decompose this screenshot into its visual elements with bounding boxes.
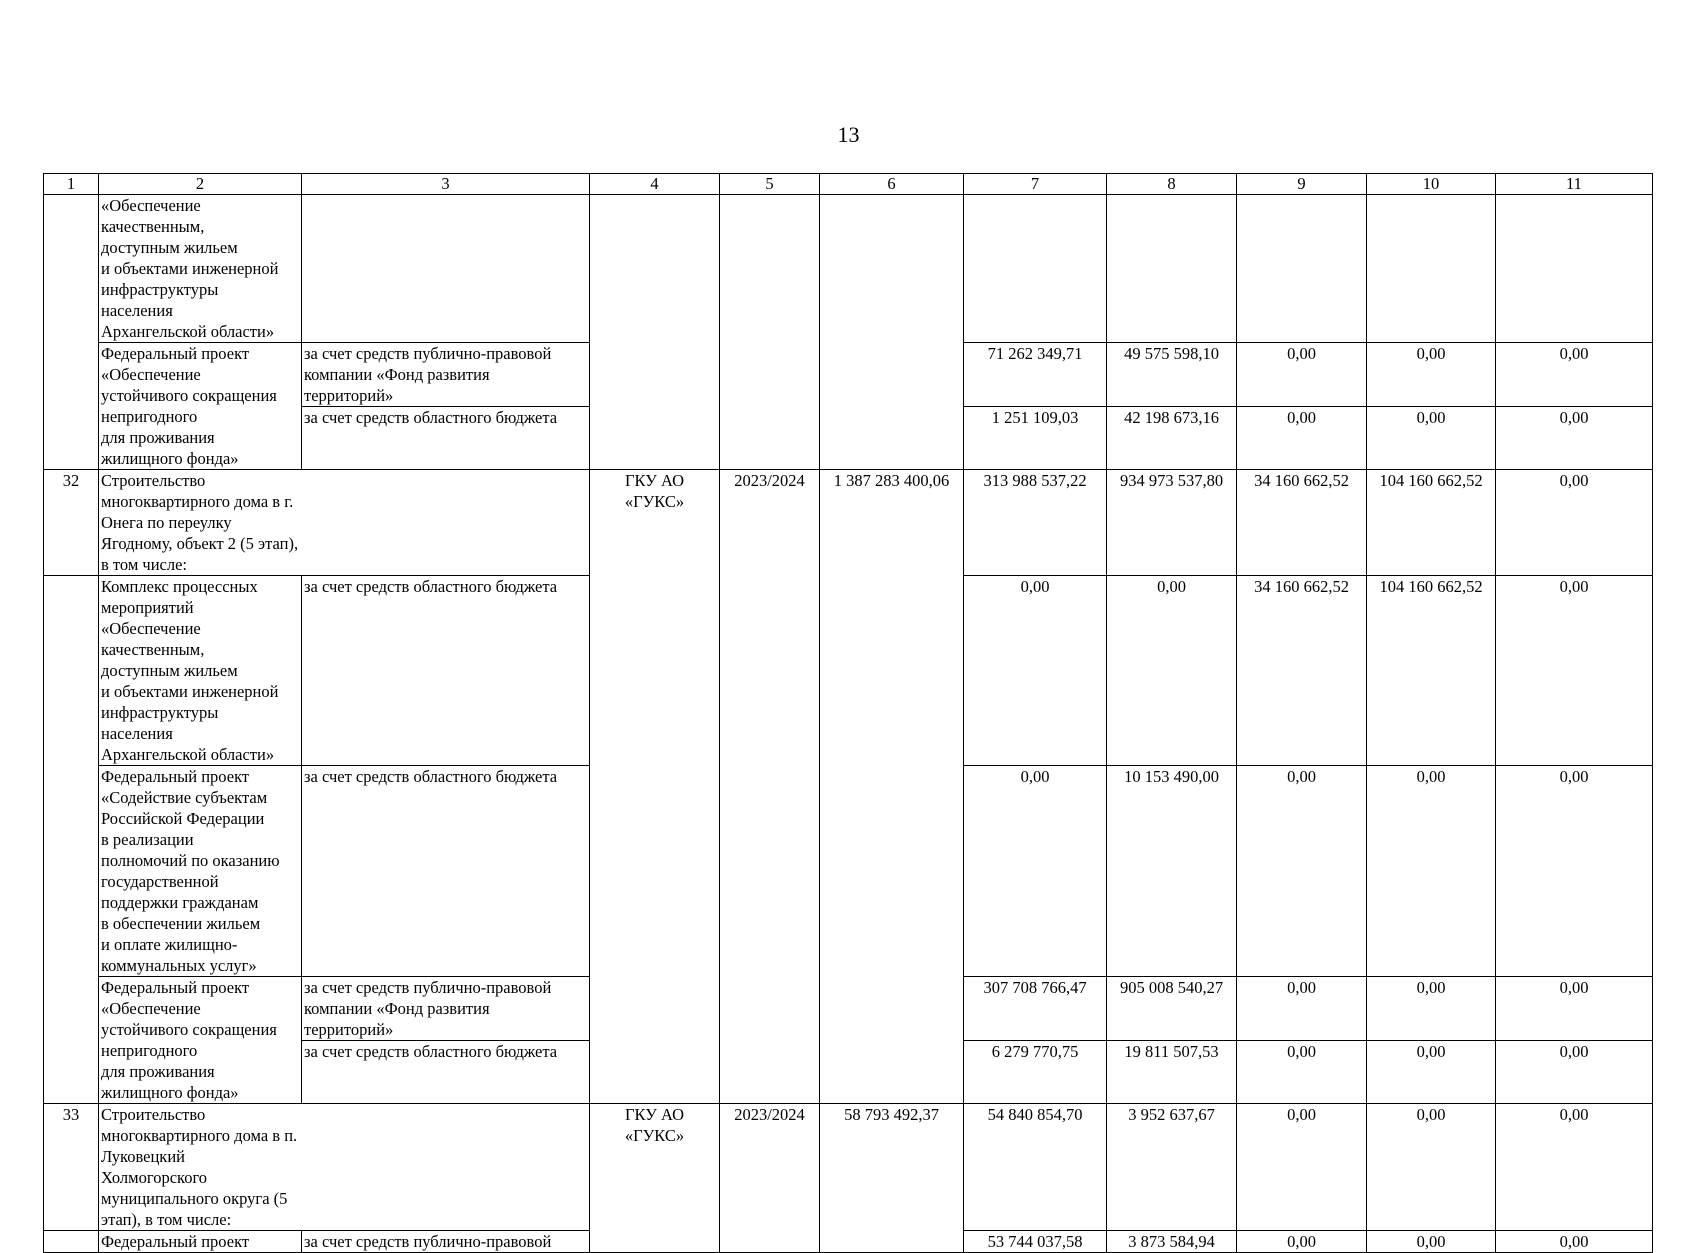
column-number: 3 (302, 174, 590, 195)
source-cell: за счет средств областного бюджета (302, 576, 590, 766)
executor-cell: ГКУ АО «ГУКС» (590, 470, 720, 1104)
item-name-cell: «Обеспечение качественным, доступным жильем и объектами инженерной инфраструктуры населения Архангельской области» (99, 195, 302, 343)
value-cell: 0,00 (1367, 977, 1496, 1041)
executor-cell: ГКУ АО «ГУКС» (590, 1104, 720, 1253)
value-cell (1367, 195, 1496, 343)
value-cell: 53 744 037,58 (964, 1231, 1107, 1253)
item-name-cell: Федеральный проект «Обеспечение устойчивого сокращения непригодного для проживания жилищного фонда» (99, 343, 302, 470)
column-number: 4 (590, 174, 720, 195)
column-number: 10 (1367, 174, 1496, 195)
value-cell: 0,00 (1367, 1104, 1496, 1231)
value-cell: 0,00 (1496, 977, 1653, 1041)
total-cost-cell: 1 387 283 400,06 (820, 470, 964, 1104)
value-cell: 0,00 (1237, 1104, 1367, 1231)
source-cell: за счет средств областного бюджета (302, 407, 590, 470)
source-cell: за счет средств областного бюджета (302, 766, 590, 977)
executor-cell (590, 195, 720, 470)
column-number: 11 (1496, 174, 1653, 195)
period-cell (720, 195, 820, 470)
source-cell (302, 1104, 590, 1231)
value-cell: 54 840 854,70 (964, 1104, 1107, 1231)
value-cell: 0,00 (1237, 977, 1367, 1041)
value-cell: 905 008 540,27 (1107, 977, 1237, 1041)
item-title-cell: Строительство многоквартирного дома в п. Луковецкий Холмогорского муниципального округа (5 этап), в том числе: (99, 1104, 302, 1231)
value-cell: 0,00 (1237, 343, 1367, 407)
value-cell: 0,00 (1367, 1231, 1496, 1253)
value-cell: 0,00 (1367, 766, 1496, 977)
value-cell: 1 251 109,03 (964, 407, 1107, 470)
column-number: 9 (1237, 174, 1367, 195)
value-cell: 0,00 (1496, 470, 1653, 576)
row-number-cell (44, 1231, 99, 1253)
row-number-cell: 33 (44, 1104, 99, 1231)
source-cell (302, 195, 590, 343)
row-number-cell (44, 195, 99, 470)
value-cell: 71 262 349,71 (964, 343, 1107, 407)
value-cell (964, 195, 1107, 343)
value-cell: 307 708 766,47 (964, 977, 1107, 1041)
value-cell (1237, 195, 1367, 343)
item-title-cell: Строительство многоквартирного дома в г. Онега по переулку Ягодному, объект 2 (5 этап), в том числе: (99, 470, 302, 576)
column-number: 5 (720, 174, 820, 195)
value-cell: 0,00 (1496, 343, 1653, 407)
value-cell: 104 160 662,52 (1367, 470, 1496, 576)
table-row (44, 195, 1653, 343)
value-cell: 42 198 673,16 (1107, 407, 1237, 470)
total-cost-cell: 58 793 492,37 (820, 1104, 964, 1253)
period-cell: 2023/2024 (720, 1104, 820, 1253)
column-number: 2 (99, 174, 302, 195)
item-name-cell: Комплекс процессных мероприятий «Обеспечение качественным, доступным жильем и объектами инженерной инфраструктуры населения Архангельской области» (99, 576, 302, 766)
value-cell: 934 973 537,80 (1107, 470, 1237, 576)
source-cell (302, 470, 590, 576)
value-cell: 0,00 (1237, 1041, 1367, 1104)
value-cell: 6 279 770,75 (964, 1041, 1107, 1104)
value-cell: 0,00 (1367, 407, 1496, 470)
value-cell: 0,00 (1367, 343, 1496, 407)
value-cell: 0,00 (964, 576, 1107, 766)
funding-table (43, 173, 1653, 1253)
value-cell: 0,00 (1237, 407, 1367, 470)
source-cell: за счет средств публично-правовой компании «Фонд развития территорий» (302, 977, 590, 1041)
source-cell: за счет средств публично-правовой (302, 1231, 590, 1253)
value-cell: 19 811 507,53 (1107, 1041, 1237, 1104)
value-cell: 0,00 (1237, 766, 1367, 977)
value-cell: 0,00 (1496, 766, 1653, 977)
value-cell: 3 952 637,67 (1107, 1104, 1237, 1231)
row-number-cell (44, 576, 99, 1104)
value-cell: 313 988 537,22 (964, 470, 1107, 576)
table-row (44, 1104, 1653, 1231)
item-name-cell: Федеральный проект «Содействие субъектам Российской Федерации в реализации полномочий по оказанию государственной поддержки гражданам в обеспечении жильем и оплате жилищно- коммунальных услуг» (99, 766, 302, 977)
source-cell: за счет средств областного бюджета (302, 1041, 590, 1104)
value-cell: 0,00 (1496, 576, 1653, 766)
value-cell: 10 153 490,00 (1107, 766, 1237, 977)
value-cell: 0,00 (964, 766, 1107, 977)
value-cell (1496, 195, 1653, 343)
total-cost-cell (820, 195, 964, 470)
value-cell: 0,00 (1107, 576, 1237, 766)
value-cell: 34 160 662,52 (1237, 576, 1367, 766)
value-cell: 0,00 (1496, 1104, 1653, 1231)
value-cell: 0,00 (1496, 1041, 1653, 1104)
page-number: 13 (837, 122, 860, 147)
value-cell: 0,00 (1496, 1231, 1653, 1253)
value-cell: 49 575 598,10 (1107, 343, 1237, 407)
source-cell: за счет средств публично-правовой компании «Фонд развития территорий» (302, 343, 590, 407)
row-number-cell: 32 (44, 470, 99, 576)
item-name-cell: Федеральный проект «Обеспечение устойчивого сокращения непригодного для проживания жилищного фонда» (99, 977, 302, 1104)
value-cell: 104 160 662,52 (1367, 576, 1496, 766)
column-number: 6 (820, 174, 964, 195)
column-number-row (44, 174, 1653, 195)
value-cell: 0,00 (1496, 407, 1653, 470)
period-cell: 2023/2024 (720, 470, 820, 1104)
value-cell: 0,00 (1367, 1041, 1496, 1104)
value-cell: 3 873 584,94 (1107, 1231, 1237, 1253)
value-cell: 0,00 (1237, 1231, 1367, 1253)
column-number: 7 (964, 174, 1107, 195)
value-cell: 34 160 662,52 (1237, 470, 1367, 576)
table-row (44, 470, 1653, 576)
column-number: 1 (44, 174, 99, 195)
item-name-cell: Федеральный проект (99, 1231, 302, 1253)
column-number: 8 (1107, 174, 1237, 195)
value-cell (1107, 195, 1237, 343)
